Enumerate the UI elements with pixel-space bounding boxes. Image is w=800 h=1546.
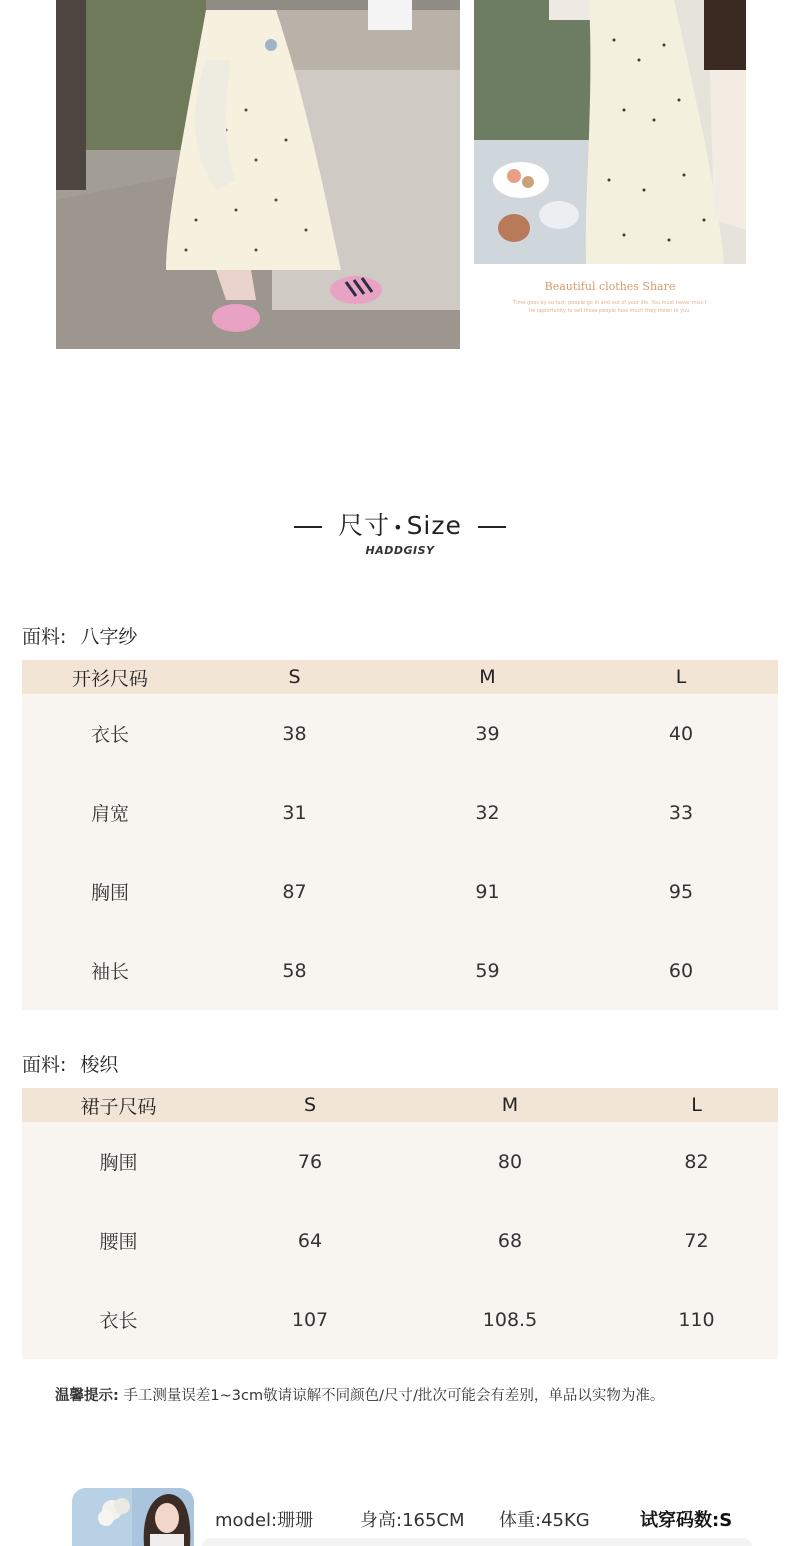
table-cell: 110 [615,1280,778,1359]
row-label: 肩宽 [22,773,198,852]
model-name: model:珊珊 [215,1510,314,1531]
header-cell: M [391,660,584,694]
table-cell: 39 [391,694,584,773]
fabric-label-text: 面料: [22,626,67,648]
table-cell: 64 [215,1201,405,1280]
row-label: 衣长 [22,694,198,773]
fabric-label-skirt [22,1050,118,1077]
header-cell: L [584,660,778,694]
table-row [22,694,778,773]
table-cell: 76 [215,1122,405,1201]
header-cell: 裙子尺码 [22,1088,215,1122]
row-label: 腰围 [22,1201,215,1280]
skirt-size-table [22,1088,778,1359]
fabric-label-text: 面料: [22,1054,67,1076]
size-title-en: Size [406,511,462,540]
table-cell: 82 [615,1122,778,1201]
table-header-row [22,1088,778,1122]
table-cell: 95 [584,852,778,931]
size-title-cn: 尺寸 [338,511,391,540]
table-cell: 58 [198,931,391,1010]
table-cell: 108.5 [405,1280,615,1359]
table-cell: 60 [584,931,778,1010]
size-section-heading [0,506,800,557]
notice-label: 温馨提示: [55,1388,119,1404]
table-row [22,773,778,852]
table-row [22,1280,778,1359]
size-notice [55,1384,664,1405]
table-row [22,852,778,931]
model-weight: 体重:45KG [499,1510,590,1531]
fabric-value: 八字纱 [80,626,138,648]
table-cell: 72 [615,1201,778,1280]
size-title-separator: • [393,517,404,537]
table-header-row [22,660,778,694]
table-cell: 33 [584,773,778,852]
share-caption-line: Time goes by so fast, people go in and out of your life. You must never miss t [513,300,707,306]
table-cell: 107 [215,1280,405,1359]
fabric-value: 梭织 [80,1054,119,1076]
header-cell: M [405,1088,615,1122]
table-cell: 38 [198,694,391,773]
model-info-strip [72,1488,752,1546]
share-caption [474,280,746,315]
table-cell: 68 [405,1201,615,1280]
table-cell: 87 [198,852,391,931]
share-caption-title: Beautiful clothes Share [544,280,676,293]
brand-name: HADDGISY [365,544,435,557]
table-row [22,1201,778,1280]
product-photo-left [56,0,460,349]
row-label: 胸围 [22,852,198,931]
heading-dash-left [294,526,322,528]
table-cell: 32 [391,773,584,852]
header-cell: S [215,1088,405,1122]
table-cell: 59 [391,931,584,1010]
share-caption-line: he opportunity to tell those people how much they mean to you. [529,308,691,314]
cardigan-size-table [22,660,778,1010]
header-cell: L [615,1088,778,1122]
table-cell: 80 [405,1122,615,1201]
model-height: 身高:165CM [360,1510,465,1531]
header-cell: 开衫尺码 [22,660,198,694]
table-row [22,931,778,1010]
row-label: 袖长 [22,931,198,1010]
model-trial-size: 试穿码数:S [640,1510,733,1531]
table-row [22,1122,778,1201]
header-cell: S [198,660,391,694]
product-photo-right [474,0,746,264]
table-cell: 40 [584,694,778,773]
row-label: 衣长 [22,1280,215,1359]
table-cell: 31 [198,773,391,852]
heading-dash-right [478,526,506,528]
notice-text: 手工测量误差1~3cm敬请谅解不同颜色/尺寸/批次可能会有差别，单品以实物为准。 [118,1388,665,1404]
table-cell: 91 [391,852,584,931]
model-avatar [72,1488,194,1546]
fabric-label-cardigan [22,622,137,649]
model-strip-divider [202,1538,752,1546]
row-label: 胸围 [22,1122,215,1201]
